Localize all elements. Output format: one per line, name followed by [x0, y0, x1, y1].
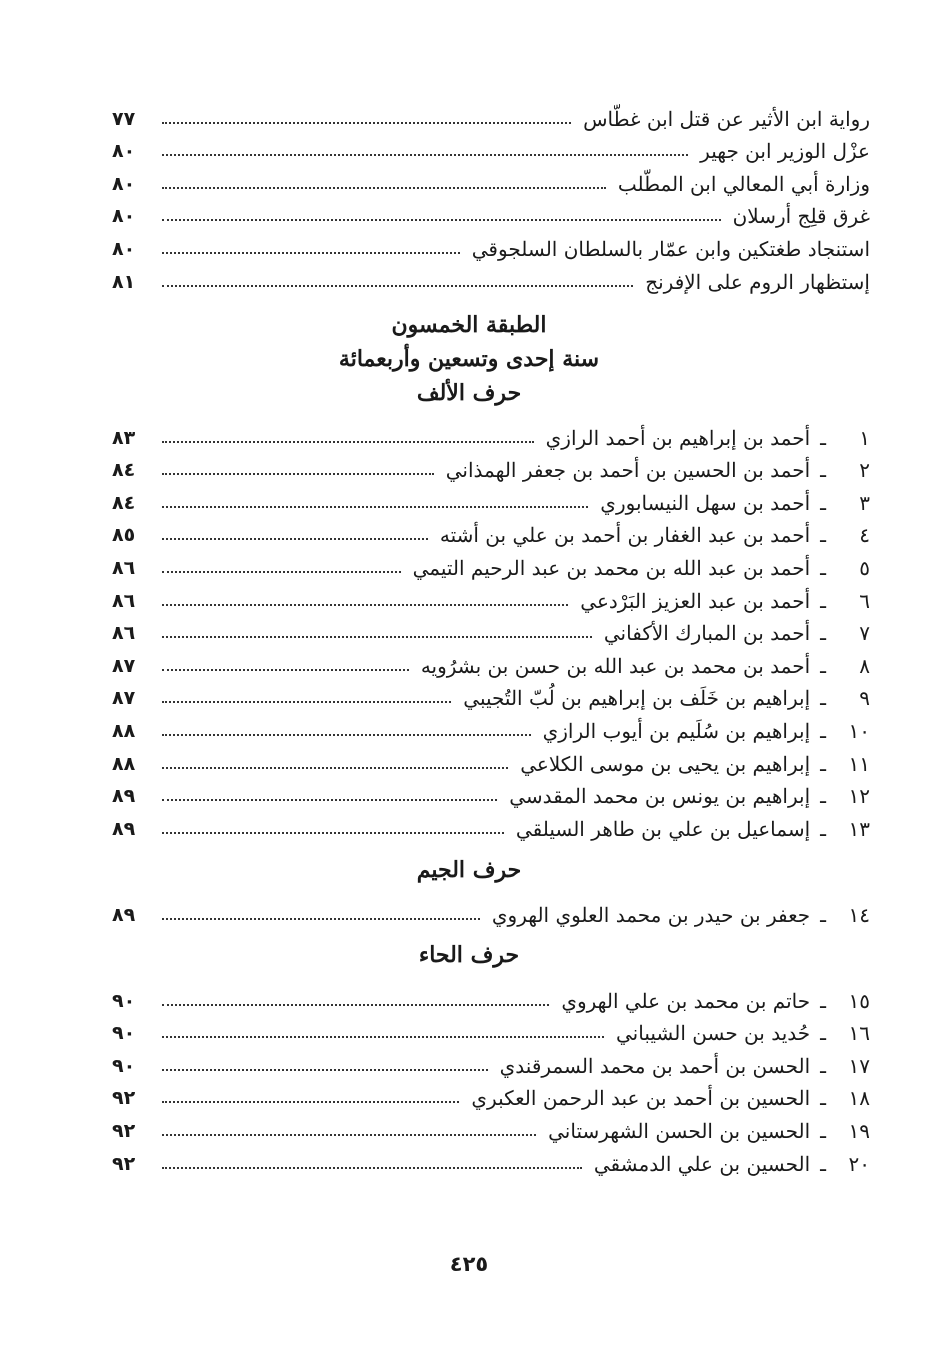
toc-entry [616, 1021, 870, 1047]
toc-entry-title: استنجاد طغتكين وابن عمّار بالسلطان السلجوقي [471, 236, 870, 261]
toc-row [112, 1047, 870, 1080]
toc-row [112, 198, 870, 231]
entry-number: ١٩ [848, 1118, 870, 1143]
toc-row [112, 680, 870, 713]
toc-entry-title: غرق قلِج أرسلان [732, 204, 870, 229]
entry-dash: ـ [820, 1053, 826, 1078]
toc-row [112, 100, 870, 133]
entry-dash: ـ [820, 490, 826, 515]
dot-leader [162, 1134, 536, 1136]
toc-section-ha [112, 982, 870, 1178]
entry-number: ٢ [859, 458, 870, 483]
dot-leader [162, 636, 592, 638]
toc-row [112, 647, 870, 680]
dot-leader [162, 538, 428, 540]
entry-dash: ـ [820, 784, 826, 809]
toc-entry [580, 589, 870, 615]
toc-row [112, 1015, 870, 1048]
toc-row [112, 896, 870, 929]
toc-row [112, 982, 870, 1015]
toc-page-number: ٩٢ [112, 1087, 136, 1110]
toc-page-number: ٨٥ [112, 524, 136, 547]
dot-leader [162, 473, 434, 475]
toc-row [112, 1145, 870, 1178]
dot-leader [162, 187, 606, 189]
toc-row [112, 810, 870, 843]
entry-number: ١ [859, 425, 870, 450]
entry-number: ٨ [859, 653, 870, 678]
entry-dash: ـ [820, 902, 826, 927]
toc-entry [500, 1054, 870, 1080]
toc-entry-title: إستظهار الروم على الإفرنج [645, 269, 870, 294]
entry-name: جعفر بن حيدر بن محمد العلوي الهروي [491, 902, 811, 927]
toc-page-number: ٨٦ [112, 556, 136, 579]
toc-entry [520, 752, 870, 778]
toc-page-number: ٩٢ [112, 1152, 136, 1175]
entry-dash: ـ [820, 1021, 826, 1046]
toc-page-number: ٨٠ [112, 237, 136, 260]
dot-leader [162, 285, 633, 287]
toc-entry [509, 784, 870, 810]
toc-entry [421, 654, 870, 680]
entry-name: الحسين بن أحمد بن عبد الرحمن العكبري [471, 1086, 811, 1111]
toc-page-number: ٨٤ [112, 491, 136, 514]
toc-page-number: ٩٠ [112, 1054, 136, 1077]
dot-leader [162, 1036, 604, 1038]
entry-number: ١١ [848, 751, 870, 776]
dot-leader [162, 604, 568, 606]
toc-page-number: ٨٧ [112, 687, 136, 710]
entry-name: أحمد بن الحسين بن أحمد بن جعفر الهمذاني [445, 458, 811, 483]
entry-name: الحسن بن أحمد بن محمد السمرقندي [499, 1053, 811, 1078]
entry-name: أحمد بن عبد العزيز البَرْدعي [580, 588, 811, 613]
entry-dash: ـ [820, 523, 826, 548]
toc-page-number: ٨٠ [112, 172, 136, 195]
toc-page-number: ٨٤ [112, 459, 136, 482]
dot-leader [162, 219, 721, 221]
dot-leader [162, 1101, 459, 1103]
dot-leader [162, 799, 497, 801]
toc-section-top [112, 100, 870, 296]
toc-entry [604, 621, 870, 647]
entry-name: أحمد بن عبد الله بن محمد بن عبد الرحيم التيمي [412, 555, 811, 580]
toc-entry-title: رواية ابن الأثير عن قتل ابن غطّاس [583, 106, 870, 131]
entry-name: إبراهيم بن سُلَيم بن أيوب الرازي [542, 718, 811, 743]
toc-page-number: ٨٩ [112, 817, 136, 840]
toc-row [112, 133, 870, 166]
entry-dash: ـ [820, 751, 826, 776]
toc-page-number: ٨٧ [112, 654, 136, 677]
dot-leader [162, 154, 688, 156]
dot-leader [162, 441, 534, 443]
dot-leader [162, 832, 504, 834]
year-heading: سنة إحدى وتسعين وأربعمائة [338, 346, 600, 372]
entry-number: ٥ [859, 555, 870, 580]
toc-entry [492, 903, 870, 929]
toc-entry [600, 491, 870, 517]
entry-name: الحسين بن الحسن الشهرستاني [548, 1118, 811, 1143]
entry-number: ١٦ [848, 1021, 870, 1046]
entry-name: أحمد بن عبد الغفار بن أحمد بن علي بن أشته [439, 523, 811, 548]
toc-page-number: ٨٦ [112, 589, 136, 612]
toc-page-number: ٨٩ [112, 785, 136, 808]
toc-row [112, 549, 870, 582]
toc-row [112, 582, 870, 615]
entry-number: ٦ [859, 588, 870, 613]
dot-leader [162, 767, 508, 769]
toc-entry-title: وزارة أبي المعالي ابن المطّلب [617, 171, 870, 196]
entry-name: الحسين بن علي الدمشقي [593, 1151, 811, 1176]
toc-row [112, 452, 870, 485]
entry-name: حاتم بن محمد بن علي الهروي [561, 988, 811, 1013]
dot-leader [162, 918, 480, 920]
entry-dash: ـ [820, 588, 826, 613]
toc-entry [516, 817, 870, 843]
toc-entry [446, 458, 870, 484]
toc-row [112, 778, 870, 811]
toc-page-number: ٨٣ [112, 426, 136, 449]
entry-number: ١٢ [848, 784, 870, 809]
entry-number: ٧ [859, 621, 870, 646]
entry-dash: ـ [820, 1086, 826, 1111]
entry-number: ٢٠ [848, 1151, 870, 1176]
entry-dash: ـ [820, 1151, 826, 1176]
entry-name: أحمد بن محمد بن عبد الله بن حسن بن بشرُويه [420, 653, 811, 678]
entry-name: أحمد بن سهل النيسابوري [600, 490, 811, 515]
dot-leader [162, 506, 588, 508]
entry-number: ١٣ [848, 816, 870, 841]
entry-number: ١٠ [848, 718, 870, 743]
toc-entry [543, 719, 870, 745]
dot-leader [162, 1069, 488, 1071]
toc-page-number: ٨٩ [112, 903, 136, 926]
entry-name: إبراهيم بن خَلَف بن إبراهيم بن لُبّ التُجيبي [463, 686, 811, 711]
entry-number: ٣ [859, 490, 870, 515]
letter-jim-heading: حرف الجيم [416, 857, 522, 883]
page-number-footer: ٤٢٥ [449, 1252, 489, 1276]
entry-dash: ـ [820, 816, 826, 841]
toc-row [112, 712, 870, 745]
dot-leader [162, 734, 531, 736]
dot-leader [162, 669, 409, 671]
toc-row [112, 230, 870, 263]
dot-leader [162, 571, 401, 573]
dot-leader [162, 252, 460, 254]
toc-page-number: ٨٨ [112, 752, 136, 775]
entry-number: ١٥ [848, 988, 870, 1013]
toc-page-number: ٩٢ [112, 1119, 136, 1142]
toc-row [112, 517, 870, 550]
toc-section-jim [112, 896, 870, 929]
entry-name: أحمد بن المبارك الأكفاني [603, 621, 811, 646]
toc-row [112, 263, 870, 296]
letter-ha-heading: حرف الحاء [418, 942, 520, 968]
toc-page-number: ٨٨ [112, 719, 136, 742]
toc-page-number: ٨٠ [112, 205, 136, 228]
entry-dash: ـ [820, 988, 826, 1013]
entry-dash: ـ [820, 555, 826, 580]
entry-name: إبراهيم بن يحيى بن موسى الكلاعي [520, 751, 811, 776]
toc-page-number: ٨٦ [112, 622, 136, 645]
toc-row [112, 615, 870, 648]
toc-page-number: ٨١ [112, 270, 136, 293]
toc-entry [463, 686, 870, 712]
toc-entry [440, 523, 870, 549]
dot-leader [162, 701, 451, 703]
toc-entry [561, 989, 870, 1015]
letter-alif-heading: حرف الألف [416, 380, 522, 406]
dot-leader [162, 1004, 549, 1006]
toc-entry-title: عزْل الوزير ابن جهير [700, 139, 870, 164]
entry-dash: ـ [820, 458, 826, 483]
entry-number: ١٤ [848, 902, 870, 927]
entry-name: إسماعيل بن علي بن طاهر السيلقي [515, 816, 811, 841]
entry-number: ١٧ [848, 1053, 870, 1078]
toc-entry [546, 426, 870, 452]
entry-dash: ـ [820, 686, 826, 711]
toc-row [112, 165, 870, 198]
entry-dash: ـ [820, 1118, 826, 1143]
entry-dash: ـ [820, 718, 826, 743]
toc-entry [471, 1086, 870, 1112]
entry-name: حُديد بن حسن الشيباني [616, 1021, 811, 1046]
dot-leader [162, 1167, 582, 1169]
toc-row [112, 745, 870, 778]
toc-entry [548, 1119, 870, 1145]
entry-dash: ـ [820, 621, 826, 646]
toc-entry [594, 1152, 870, 1178]
entry-number: ٤ [859, 523, 870, 548]
entry-name: أحمد بن إبراهيم بن أحمد الرازي [545, 425, 811, 450]
toc-page-number: ٩٠ [112, 1022, 136, 1045]
toc-entry [413, 556, 870, 582]
tabaqa-heading: الطبقة الخمسون [391, 312, 547, 338]
toc-row [112, 1080, 870, 1113]
toc-page-number: ٩٠ [112, 989, 136, 1012]
toc-row [112, 484, 870, 517]
dot-leader [162, 122, 571, 124]
entry-name: إبراهيم بن يونس بن محمد المقدسي [509, 784, 811, 809]
entry-dash: ـ [820, 425, 826, 450]
entry-number: ١٨ [848, 1086, 870, 1111]
toc-section-alif [112, 419, 870, 843]
toc-page-number: ٧٧ [112, 107, 136, 130]
toc-page-number: ٨٠ [112, 140, 136, 163]
toc-row [112, 1112, 870, 1145]
entry-number: ٩ [859, 686, 870, 711]
toc-row [112, 419, 870, 452]
entry-dash: ـ [820, 653, 826, 678]
